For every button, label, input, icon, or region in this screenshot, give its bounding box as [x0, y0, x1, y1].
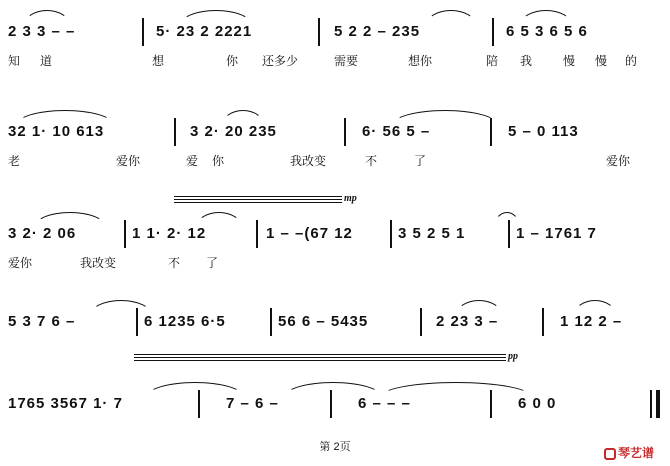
measure-2-4: 5 – 0 113	[508, 123, 579, 140]
slur	[90, 300, 152, 315]
barline	[492, 18, 494, 46]
barline	[318, 18, 320, 46]
measure-5-3: 6 – – –	[358, 395, 411, 412]
lyric: 老	[8, 154, 21, 168]
slur	[24, 10, 70, 25]
barline	[542, 308, 544, 336]
logo-text: 琴艺谱	[618, 446, 655, 460]
barline	[390, 220, 392, 248]
measure-3-1: 3 2· 2 06	[8, 225, 77, 242]
dynamic-pp: pp	[508, 351, 518, 362]
lyric: 道	[40, 54, 53, 68]
slur	[16, 110, 114, 125]
lyric: 不	[365, 154, 378, 168]
barline	[270, 308, 272, 336]
dynamic-mp: mp	[344, 193, 357, 204]
lyric: 我	[520, 54, 533, 68]
measure-4-1: 5 3 7 6 –	[8, 313, 76, 330]
measure-4-4: 2 23 3 –	[436, 313, 499, 330]
dynamic-hairpin	[134, 354, 506, 362]
lyric: 了	[414, 154, 427, 168]
slur	[222, 110, 264, 125]
slur	[146, 382, 244, 397]
slur	[456, 300, 502, 315]
lyric: 想	[152, 54, 165, 68]
lyric: 还多少	[262, 54, 299, 68]
site-logo	[604, 444, 654, 461]
measure-1-4: 6 5 3 6 5 6	[506, 23, 588, 40]
lyric: 需要	[334, 54, 359, 68]
barline	[256, 220, 258, 248]
lyric: 慢	[563, 54, 576, 68]
measure-1-3: 5 2 2 – 235	[334, 23, 421, 40]
slur	[196, 212, 242, 227]
lyric: 我改变	[80, 256, 117, 270]
slur	[426, 10, 476, 25]
slur	[392, 110, 498, 125]
lyric: 爱你	[606, 154, 631, 168]
barline	[344, 118, 346, 146]
slur	[34, 212, 106, 227]
measure-3-5: 1 – 1761 7	[516, 225, 597, 242]
measure-3-2: 1 1· 2· 12	[132, 225, 207, 242]
lyric: 想你	[408, 54, 433, 68]
measure-4-5: 1 12 2 –	[560, 313, 623, 330]
barline	[142, 18, 144, 46]
lyric: 你	[226, 54, 239, 68]
lyric: 慢	[595, 54, 608, 68]
measure-2-3: 6· 56 5 –	[362, 123, 431, 140]
slur	[380, 382, 532, 397]
page-number: 第 2页	[319, 441, 351, 453]
barline	[124, 220, 126, 248]
barline	[174, 118, 176, 146]
measure-3-3: 1 – –(67 12	[266, 225, 353, 242]
measure-2-2: 3 2· 20 235	[190, 123, 277, 140]
slur	[284, 382, 382, 397]
measure-2-1: 32 1· 10 613	[8, 123, 105, 140]
final-barline	[656, 390, 660, 418]
lyric: 陪	[486, 54, 499, 68]
barline	[420, 308, 422, 336]
lyric: 的	[625, 54, 638, 68]
lyric: 你	[212, 154, 225, 168]
logo-icon	[604, 448, 616, 460]
measure-3-4: 3 5 2 5 1	[398, 225, 466, 242]
measure-4-2: 6 1235 6·5	[144, 313, 226, 330]
slur	[520, 10, 572, 25]
measure-4-3: 56 6 – 5435	[278, 313, 369, 330]
lyric: 不	[168, 256, 181, 270]
lyric: 了	[206, 256, 219, 270]
lyric: 爱你	[8, 256, 33, 270]
measure-5-1: 1765 3567 1· 7	[8, 395, 123, 412]
slur	[494, 212, 520, 227]
lyric: 爱你	[116, 154, 141, 168]
slur	[180, 10, 252, 25]
measure-5-2: 7 – 6 –	[226, 395, 279, 412]
lyric: 我改变	[290, 154, 327, 168]
measure-1-2: 5· 23 2 2221	[156, 23, 253, 40]
lyric: 爱	[186, 154, 199, 168]
slur	[574, 300, 616, 315]
lyric: 知	[8, 54, 21, 68]
dynamic-hairpin	[174, 196, 342, 204]
barline	[650, 390, 652, 418]
measure-1-1: 2 3 3 – –	[8, 23, 76, 40]
measure-5-4: 6 0 0	[518, 395, 557, 412]
